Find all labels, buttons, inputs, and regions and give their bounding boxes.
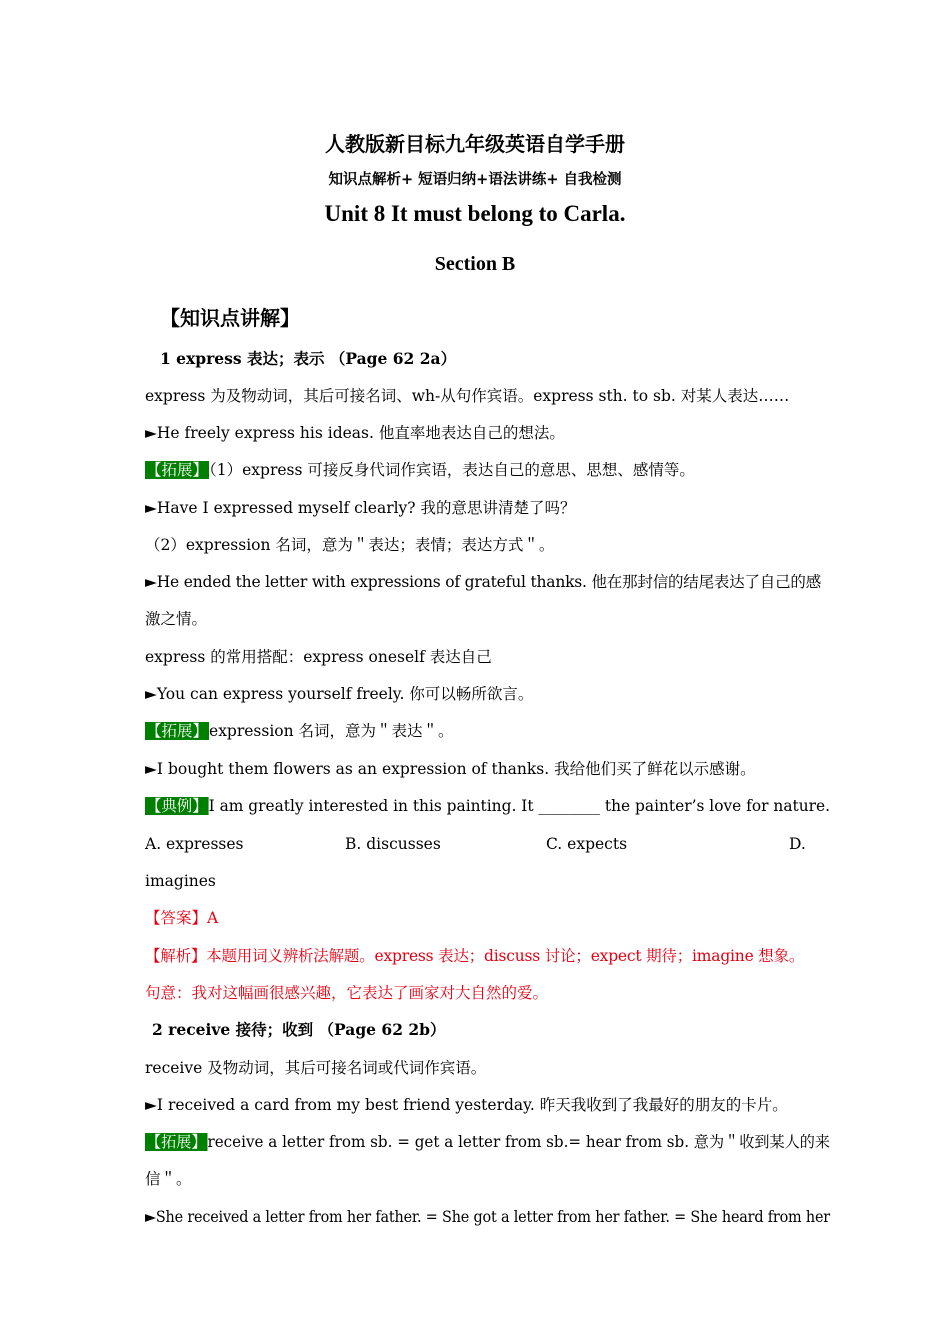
option-c: C. expects [546, 835, 628, 853]
document-subtitle: 知识点解析+ 短语归纳+语法讲练+ 自我检测 [328, 171, 622, 188]
document-title: 人教版新目标九年级英语自学手册 [325, 132, 625, 156]
extend-line [145, 1132, 830, 1152]
extend-text: expression 名词，意为＂表达＂。 [209, 722, 454, 740]
knowledge-heading: 【知识点讲解】 [160, 306, 300, 330]
analysis-line: 【解析】本题用词义辨析法解题。express 表达；discuss 讨论；expect 期待；imagine 想象。 [145, 947, 805, 965]
example-sentence: ►I received a card from my best friend yesterday. 昨天我收到了我最好的朋友的卡片。 [145, 1096, 788, 1114]
point-2-heading: 2 receive 接待；收到 （Page 62 2b） [152, 1020, 446, 1039]
question-text: I am greatly interested in this painting. It ________ the painter’s love for nature. [208, 797, 830, 815]
example-sentence: ►Have I expressed myself clearly? 我的意思讲清楚了吗？ [145, 499, 576, 517]
example-question [145, 796, 830, 816]
extend-line [145, 721, 454, 741]
paragraph-line: 激之情。 [145, 610, 208, 628]
option-d: D. [789, 835, 806, 853]
example-sentence: ►He ended the letter with expressions of grateful thanks. 他在那封信的结尾表达了自己的感 [145, 573, 821, 591]
extend-tag: 【拓展】 [146, 461, 209, 479]
example-sentence: ►You can express yourself freely. 你可以畅所欲言。 [145, 685, 534, 703]
paragraph-line: （2）expression 名词，意为＂表达；表情；表达方式＂。 [145, 536, 555, 554]
paragraph-line: express 的常用搭配：express oneself 表达自己 [145, 648, 492, 666]
option-b: B. discusses [345, 835, 441, 853]
option-d-text: imagines [145, 872, 216, 890]
example-sentence: ►She received a letter from her father. = She got a letter from her father. = She heard from her [145, 1208, 830, 1226]
paragraph-line: express 为及物动词，其后可接名词、wh-从句作宾语。express sth. to sb. 对某人表达…… [145, 387, 790, 405]
extend-tag: 【拓展】 [146, 722, 209, 740]
example-sentence: ►I bought them flowers as an expression of thanks. 我给他们买了鲜花以示感谢。 [145, 760, 756, 778]
example-sentence: ►He freely express his ideas. 他直率地表达自己的想法。 [145, 424, 565, 442]
extend-tag: 【拓展】 [145, 1133, 207, 1151]
answer-line: 【答案】A [145, 909, 219, 927]
analysis-line: 句意：我对这幅画很感兴趣，它表达了画家对大自然的爱。 [145, 984, 549, 1002]
paragraph-line: 信＂。 [145, 1170, 192, 1188]
paragraph-line: receive 及物动词，其后可接名词或代词作宾语。 [145, 1059, 487, 1077]
example-tag: 【典例】 [145, 797, 208, 815]
unit-title: Unit 8 It must belong to Carla. [324, 201, 626, 226]
extend-text: （1）express 可接反身代词作宾语，表达自己的意思、思想、感情等。 [209, 461, 695, 479]
option-a: A. expresses [145, 835, 244, 853]
extend-text: receive a letter from sb. = get a letter from sb.= hear from sb. 意为＂收到某人的来 [207, 1133, 830, 1151]
extend-line [145, 460, 695, 480]
point-1-heading: 1 express 表达；表示 （Page 62 2a） [160, 349, 457, 368]
section-title: Section B [434, 253, 516, 275]
